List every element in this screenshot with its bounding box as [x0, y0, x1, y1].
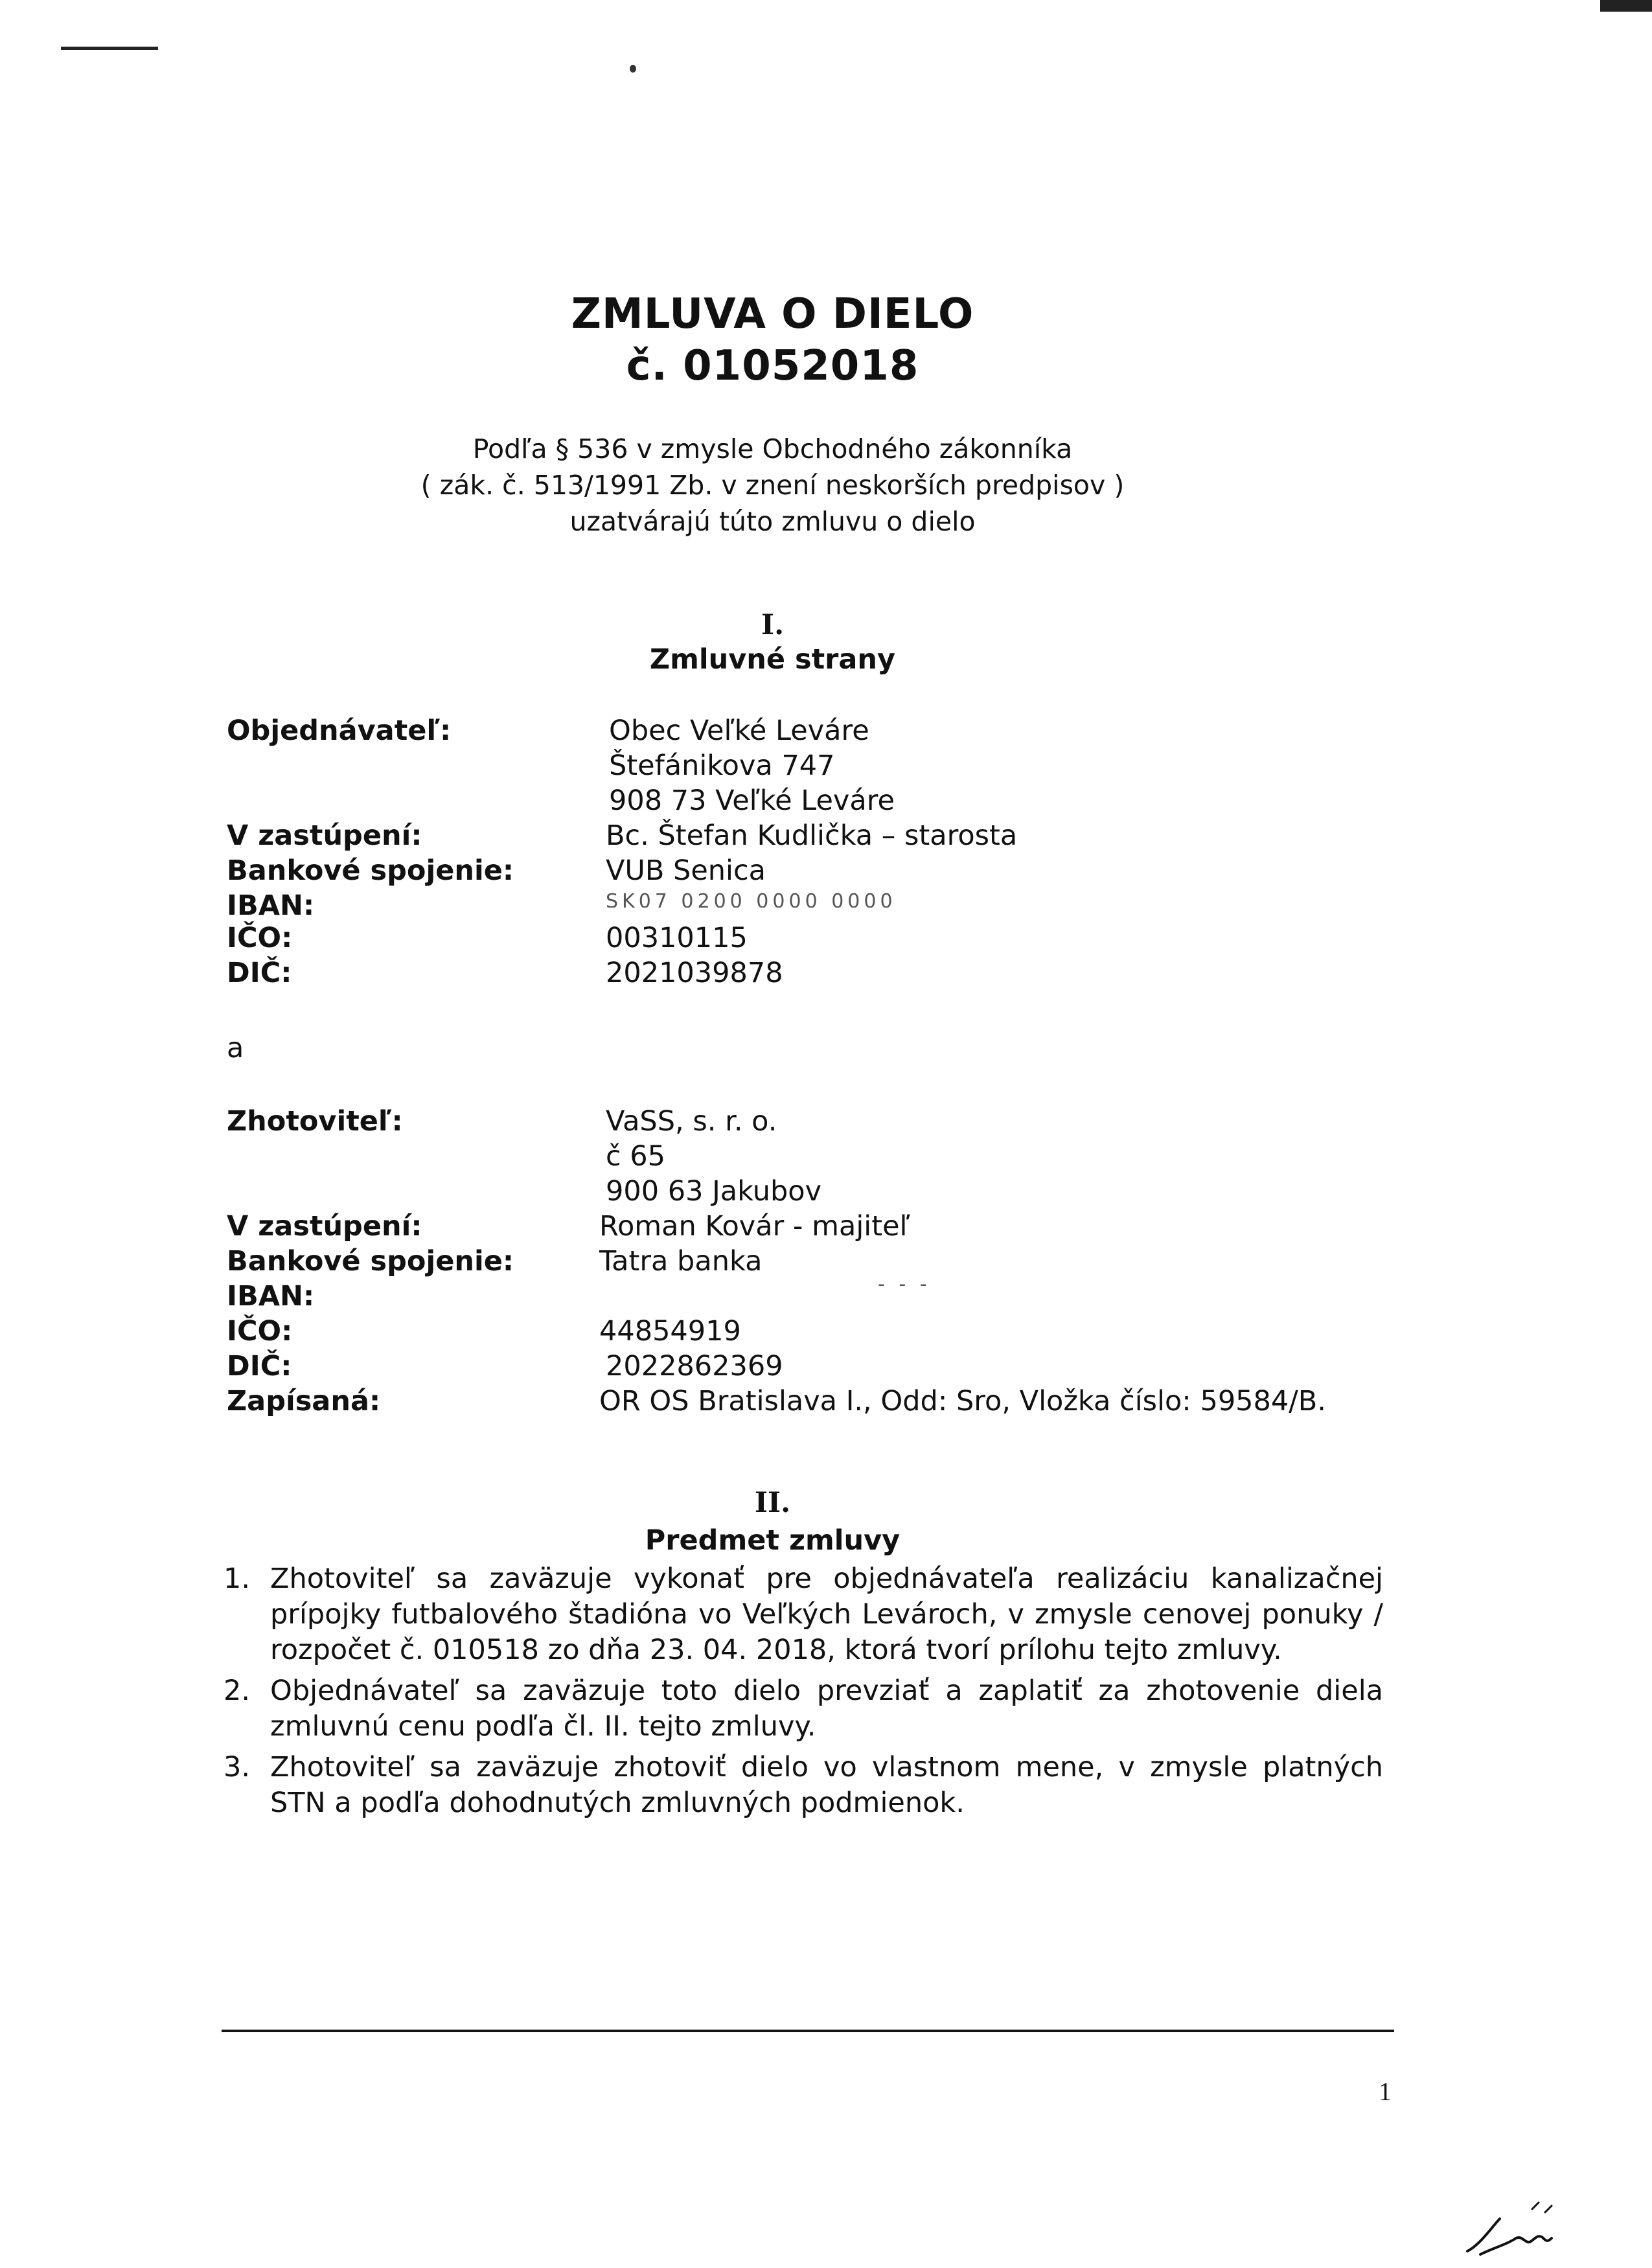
list-item	[224, 1750, 1383, 1821]
orderer-iban-label: IBAN:	[227, 889, 315, 922]
section-1-heading: Zmluvné strany	[649, 643, 896, 676]
section-2-number: II.	[754, 1487, 791, 1519]
orderer-label: Objednávateľ:	[227, 715, 452, 747]
contractor-label: Zhotoviteľ:	[227, 1105, 403, 1138]
document-number: č. 01052018	[626, 342, 919, 390]
contractor-dic-label: DIČ:	[227, 1350, 292, 1382]
orderer-dic-value: 2021039878	[606, 957, 783, 989]
contractor-street: č 65	[606, 1140, 666, 1173]
contractor-ico-label: IČO:	[227, 1315, 293, 1347]
contractor-city: 900 63 Jakubov	[606, 1175, 822, 1208]
scan-dot	[630, 65, 636, 73]
section-1-number: I.	[761, 609, 785, 641]
orderer-bank-value: VUB Senica	[606, 854, 766, 887]
footer-rule	[222, 2030, 1394, 2032]
orderer-bank-label: Bankové spojenie:	[227, 854, 514, 887]
contractor-iban-label: IBAN:	[227, 1280, 315, 1312]
orderer-dic-label: DIČ:	[227, 957, 292, 989]
intro-line-2: ( zák. č. 513/1991 Zb. v znení neskorších predpisov )	[420, 470, 1125, 501]
list-item-text: Zhotoviteľ sa zaväzuje vykonať pre objednávateľa realizáciu kanalizačnej prípojky futbalového štadióna vo Veľkých Levároch, v zmysle cenovej ponuky / rozpočet č. 010518 zo dňa 23. 04. 2018, ktorá tvorí prílohu tejto zmluvy.	[270, 1563, 1383, 1666]
intro-line-3: uzatvárajú túto zmluvu o dielo	[569, 506, 976, 537]
scan-mark-top-left	[61, 47, 158, 50]
list-item-number: 3.	[224, 1751, 251, 1783]
orderer-rep-value: Bc. Štefan Kudlička – starosta	[606, 819, 1018, 852]
orderer-iban-value: SK07 0200 0000 0000	[606, 891, 897, 908]
orderer-name: Obec Veľké Leváre	[609, 715, 869, 747]
signature-initials	[1454, 2199, 1584, 2264]
orderer-ico-value: 00310115	[606, 922, 748, 954]
list-item-number: 2.	[224, 1675, 251, 1707]
contractor-dic-value: 2022862369	[606, 1350, 783, 1382]
list-item-number: 1.	[224, 1563, 251, 1595]
orderer-street: Štefánikova 747	[609, 750, 835, 782]
list-item	[224, 1673, 1383, 1745]
orderer-ico-label: IČO:	[227, 922, 293, 954]
contractor-reg-value: OR OS Bratislava I., Odd: Sro, Vložka číslo: 59584/B.	[599, 1385, 1326, 1417]
contractor-bank-value: Tatra banka	[599, 1245, 763, 1277]
contractor-ico-value: 44854919	[599, 1315, 741, 1347]
document-title: ZMLUVA O DIELO	[571, 290, 974, 338]
orderer-rep-label: V zastúpení:	[227, 819, 422, 852]
intro-line-1: Podľa § 536 v zmysle Obchodného zákonníka	[472, 433, 1073, 464]
list-item	[224, 1561, 1383, 1668]
list-item-text: Objednávateľ sa zaväzuje toto dielo prevziať a zaplatiť za zhotovenie diela zmluvnú cenu podľa čl. II. tejto zmluvy.	[270, 1675, 1383, 1743]
subject-list	[224, 1561, 1383, 1826]
page-number: 1	[1379, 2077, 1392, 2106]
scan-mark-top-right	[1600, 0, 1652, 12]
contractor-bank-label: Bankové spojenie:	[227, 1245, 514, 1277]
contractor-reg-label: Zapísaná:	[227, 1385, 381, 1417]
contractor-rep-value: Roman Kovár - majiteľ	[599, 1210, 910, 1243]
contractor-rep-label: V zastúpení:	[227, 1210, 422, 1243]
conjunction-text: a	[227, 1032, 244, 1064]
contractor-iban-value: - - -	[878, 1275, 931, 1290]
contractor-name: VaSS, s. r. o.	[606, 1105, 777, 1138]
orderer-city: 908 73 Veľké Leváre	[609, 785, 895, 817]
section-2-heading: Predmet zmluvy	[645, 1524, 901, 1557]
list-item-text: Zhotoviteľ sa zaväzuje zhotoviť dielo vo vlastnom mene, v zmysle platných STN a podľa dohodnutých zmluvných podmienok.	[270, 1751, 1383, 1819]
